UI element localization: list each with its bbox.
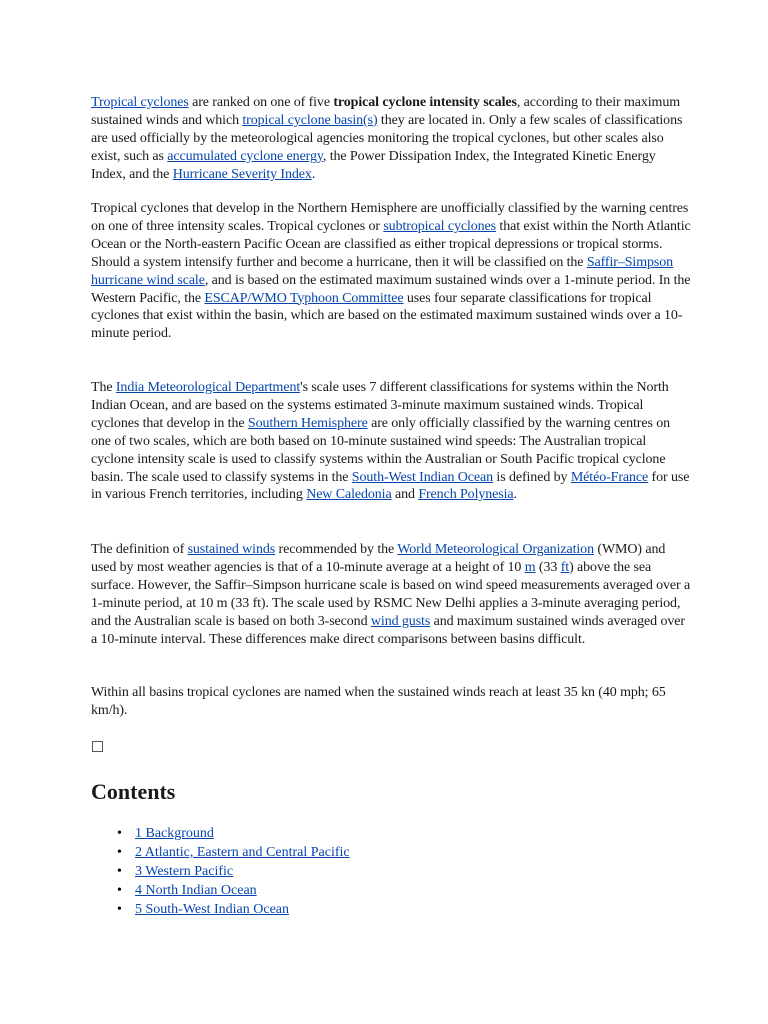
toc-link-western-pacific[interactable]: 3 Western Pacific <box>135 864 234 879</box>
link-escap-wmo-typhoon-committee[interactable]: ESCAP/WMO Typhoon Committee <box>204 290 404 306</box>
contents-heading: Contents <box>91 779 176 804</box>
link-cyclone-basins[interactable]: tropical cyclone basin(s) <box>242 112 378 128</box>
toc-item <box>91 900 350 919</box>
link-meteo-france[interactable]: Météo-France <box>570 469 649 485</box>
toc-item <box>91 843 350 862</box>
link-south-west-indian-ocean[interactable]: South-West Indian Ocean <box>351 469 493 485</box>
intro-paragraph: Tropical cyclones are ranked on one of five tropical cyclone intensity scales, according to their maximum sustained winds and which tropical cyclone basin(s) they are located in. Only a few scales of classifications are used officially by the meteorological agencies monitoring the tropical cyclones, but other scales also exist, such as accumulated cyclone energy, the Power Dissipation Index, the Integrated Kinetic Energy Index, and the Hurricane Severity Index. <box>91 95 683 182</box>
toc-item <box>91 881 350 900</box>
link-world-meteorological-organization[interactable]: World Meteorological Organization <box>397 542 594 557</box>
toc-link-south-west-indian-ocean[interactable]: 5 South-West Indian Ocean <box>135 902 289 917</box>
link-hurricane-severity-index[interactable]: Hurricane Severity Index <box>172 166 312 182</box>
toc-link-background[interactable]: 1 Background <box>135 826 214 841</box>
bullet-icon: • <box>117 883 122 898</box>
link-wind-gusts[interactable]: wind gusts <box>370 613 431 629</box>
bullet-icon: • <box>117 826 122 841</box>
bullet-icon: • <box>117 845 122 860</box>
toc-link-atlantic-eastern-central-pacific[interactable]: 2 Atlantic, Eastern and Central Pacific <box>135 845 350 860</box>
india-southern-hemisphere-paragraph: The India Meteorological Department's scale uses 7 different classifications for systems within the North Indian Ocean, and are based on the systems estimated 3-minute maximum sustained winds. Tropical cyclones that develop in the Southern Hemisphere are only officially classified by the warning centres on one of two scales, which are both based on 10-minute sustained wind speeds: The Australian tropical cyclone intensity scale is used to classify systems within the Australian or South Pacific tropical cyclone basin. The scale used to classify systems in the South-West Indian Ocean is defined by Météo-France for use in various French territories, including New Caledonia and French Polynesia. <box>91 380 690 503</box>
toc-link-north-indian-ocean[interactable]: 4 North Indian Ocean <box>135 883 257 898</box>
link-saffir-simpson-scale[interactable]: Saffir–Simpson hurricane wind scale <box>91 254 674 288</box>
toc-item <box>91 824 350 843</box>
toc-item <box>91 862 350 881</box>
table-of-contents <box>91 824 350 919</box>
bold-term: tropical cyclone intensity scales <box>333 95 517 110</box>
sustained-winds-paragraph: The definition of sustained winds recommended by the World Meteorological Organization (WMO) and used by most weather agencies is that of a 10-minute average at a height of 10 m (33 ft) above the sea surface. However, the Saffir–Simpson hurricane scale is based on wind speed measurements averaged over a 1-minute period, at 10 m (33 ft). The scale used by RSMC New Delhi applies a 3-minute averaging period, and the Australian scale is based on both 3-second wind gusts and maximum sustained winds averaged over a 10-minute interval. These differences make direct comparisons between basins difficult. <box>91 542 691 647</box>
bullet-icon: • <box>117 864 122 879</box>
link-new-caledonia[interactable]: New Caledonia <box>306 487 392 503</box>
link-subtropical-cyclones[interactable]: subtropical cyclones <box>383 218 497 234</box>
broken-image-icon <box>92 741 103 752</box>
link-southern-hemisphere[interactable]: Southern Hemisphere <box>247 415 368 431</box>
link-india-meteorological-department[interactable]: India Meteorological Department <box>115 380 301 395</box>
link-foot[interactable]: ft <box>560 559 570 575</box>
northern-hemisphere-paragraph: Tropical cyclones that develop in the Northern Hemisphere are unofficially classified by the warning centres on one of three intensity scales. Tropical cyclones or subtropical cyclones that exist within the North Atlantic Ocean or the North-eastern Pacific Ocean are classified as either tropical depressions or tropical storms. Should a system intensify further and become a hurricane, then it will be classified on the Saffir–Simpson hurricane wind scale, and is based on the estimated maximum sustained winds over a 1-minute period. In the Western Pacific, the ESCAP/WMO Typhoon Committee uses four separate classifications for tropical cyclones that exist within the basin, which are based on the estimated maximum sustained winds over a 10-minute period. <box>91 201 691 342</box>
naming-paragraph: Within all basins tropical cyclones are named when the sustained winds reach at least 35 kn (40 mph; 65 km/h). <box>91 685 666 718</box>
link-sustained-winds[interactable]: sustained winds <box>187 542 276 557</box>
link-tropical-cyclones[interactable]: Tropical cyclones <box>91 95 189 110</box>
bullet-icon: • <box>117 902 122 917</box>
link-french-polynesia[interactable]: French Polynesia <box>418 487 514 503</box>
link-accumulated-cyclone-energy[interactable]: accumulated cyclone energy <box>167 148 323 164</box>
link-metre[interactable]: m <box>524 559 536 575</box>
